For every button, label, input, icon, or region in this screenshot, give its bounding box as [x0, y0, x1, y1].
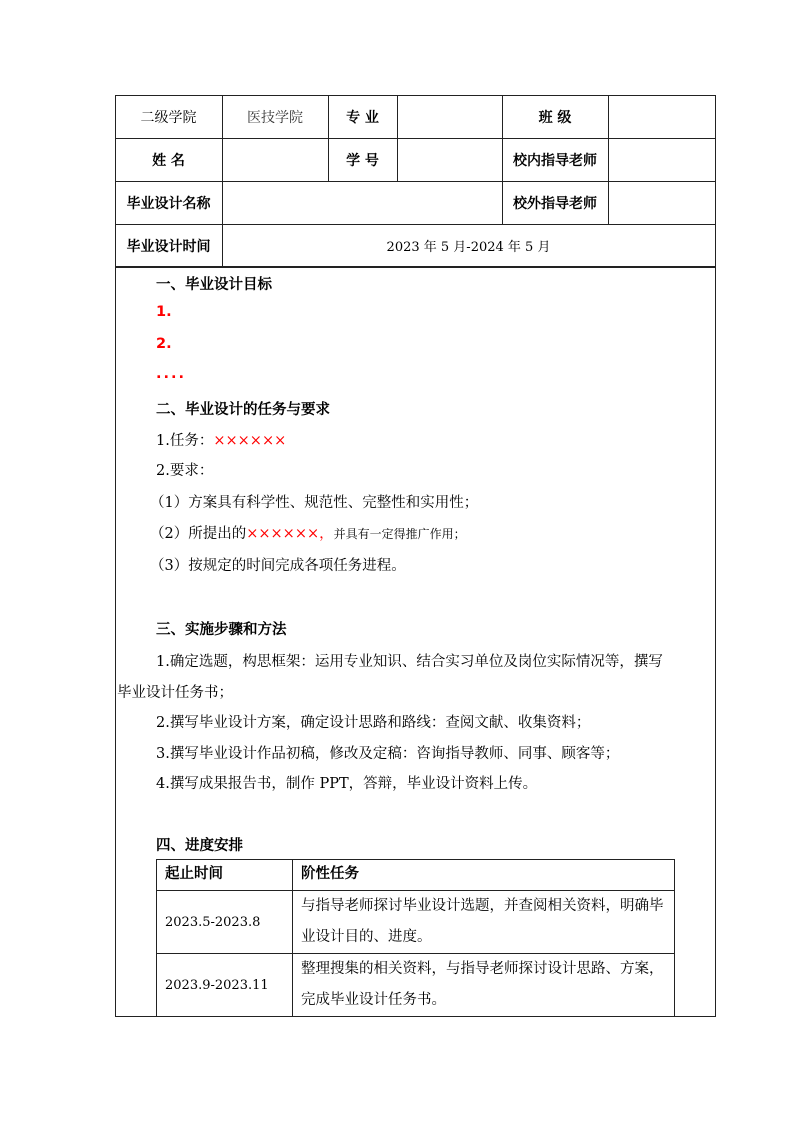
step-1: 1.确定选题，构思框架：运用专业知识、结合实习单位及岗位实际情况等，撰写	[156, 654, 663, 670]
task-value: ××××××	[213, 433, 287, 449]
external-advisor-label: 校外指导老师	[513, 195, 597, 212]
goal-item: 2.	[156, 336, 172, 352]
section1-heading: 一、毕业设计目标	[156, 277, 272, 293]
section4-heading: 四、进度安排	[156, 838, 243, 854]
schedule-time: 2023.5-2023.8	[165, 914, 261, 930]
project-time-label: 毕业设计时间	[126, 238, 211, 255]
requirement-2-suffix: 并具有一定得推广作用；	[333, 527, 466, 541]
project-name-label: 毕业设计名称	[126, 195, 211, 212]
section2-heading: 二、毕业设计的任务与要求	[156, 402, 330, 418]
step-3: 3.撰写毕业设计作品初稿，修改及定稿：咨询指导教师、同事、顾客等；	[156, 746, 620, 762]
schedule-task: 与指导老师探讨毕业设计选题，并查阅相关资料，明确毕业设计目的、进度。	[301, 898, 664, 945]
goal-item: ....	[156, 366, 187, 382]
college-value: 医技学院	[247, 109, 303, 126]
project-time-value: 2023 年 5 月-2024 年 5 月	[386, 240, 551, 255]
student-id-label: 学 号	[346, 152, 379, 169]
task-label: 1.任务：	[156, 433, 214, 449]
schedule-time: 2023.9-2023.11	[165, 977, 269, 993]
step-2: 2.撰写毕业设计方案，确定设计思路和路线：查阅文献、收集资料；	[156, 715, 591, 731]
college-label: 二级学院	[140, 109, 197, 126]
requirement-1: （1）方案具有科学性、规范性、完整性和实用性；	[150, 495, 479, 511]
step-4: 4.撰写成果报告书，制作 PPT，答辩，毕业设计资料上传。	[156, 776, 538, 792]
step-1-continued: 毕业设计任务书；	[117, 685, 233, 701]
internal-advisor-label: 校内指导老师	[513, 152, 597, 169]
requirement-2-prefix: （2）所提出的	[150, 526, 247, 542]
requirement-3: （3）按规定的时间完成各项任务进程。	[150, 558, 406, 574]
class-label: 班 级	[538, 109, 572, 126]
requirement-2-placeholder: ××××××，	[246, 526, 334, 542]
goal-item: 1.	[156, 304, 172, 320]
major-label: 专 业	[346, 109, 379, 126]
section3-heading: 三、实施步骤和方法	[156, 622, 287, 638]
name-label: 姓 名	[152, 152, 185, 169]
requirements-label: 2.要求：	[156, 463, 214, 479]
column-header-task: 阶性任务	[301, 866, 359, 882]
schedule-task: 整理搜集的相关资料，与指导老师探讨设计思路、方案，完成毕业设计任务书。	[301, 961, 664, 1008]
column-header-time: 起止时间	[165, 866, 223, 882]
